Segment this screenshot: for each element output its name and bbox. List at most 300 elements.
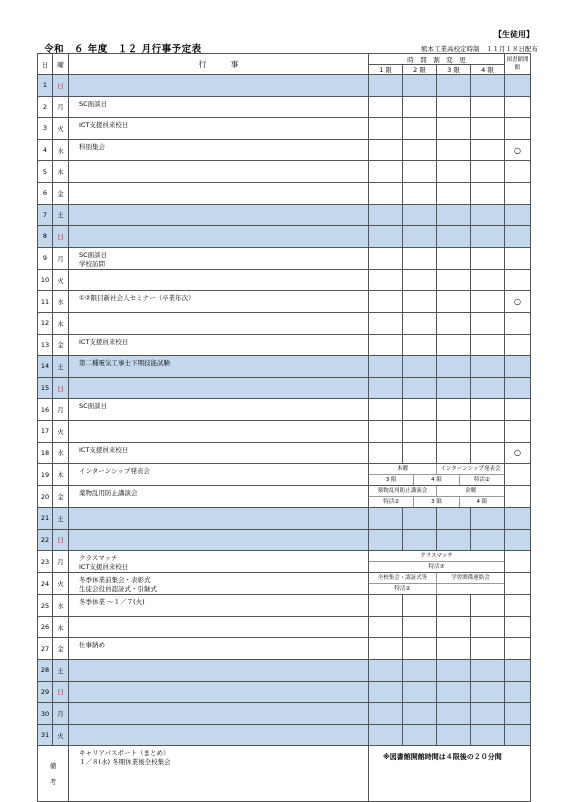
day-number: 16	[38, 399, 53, 421]
day-number: 29	[38, 681, 53, 703]
period-cell	[471, 529, 505, 551]
period-cell	[369, 595, 403, 617]
event-cell	[69, 118, 369, 140]
event-cell	[69, 529, 369, 551]
period-cell	[369, 139, 403, 161]
timetable-change-top-0: 全校集会・認証式等	[369, 573, 437, 583]
day-row	[38, 529, 531, 551]
period-cell	[471, 118, 505, 140]
day-row	[38, 486, 531, 508]
period-cell	[369, 616, 403, 638]
event-cell	[69, 442, 369, 464]
event-cell	[69, 247, 369, 269]
event-cell	[69, 334, 369, 356]
library-open-mark	[505, 96, 531, 118]
period-cell	[369, 442, 403, 464]
day-row	[38, 247, 531, 269]
day-number: 8	[38, 226, 53, 248]
period-cell	[437, 508, 471, 530]
library-open-mark	[505, 551, 531, 573]
day-row	[38, 291, 531, 313]
event-cell	[69, 616, 369, 638]
period-cell	[437, 724, 471, 746]
day-row	[38, 551, 531, 573]
day-of-week: 木	[53, 161, 69, 183]
day-number: 12	[38, 312, 53, 334]
period-cell	[471, 161, 505, 183]
day-row	[38, 442, 531, 464]
day-number: 3	[38, 118, 53, 140]
library-open-mark	[505, 703, 531, 725]
event-line-2: 生徒会役員認証式・引継式	[79, 585, 157, 594]
day-number: 28	[38, 660, 53, 682]
period-cell	[403, 356, 437, 378]
day-of-week: 金	[53, 638, 69, 660]
event-cell	[69, 724, 369, 746]
event-cell	[69, 638, 369, 660]
library-open-mark	[505, 399, 531, 421]
period-cell	[403, 118, 437, 140]
page-title: 令和 ６ 年度 １２ 月行事予定表	[44, 44, 202, 55]
period-cell	[403, 334, 437, 356]
period-cell	[471, 75, 505, 97]
period-cell	[471, 139, 505, 161]
day-of-week: 火	[53, 724, 69, 746]
event-line-1: ICT支援員来校日	[79, 337, 129, 346]
day-row	[38, 356, 531, 378]
event-line-1: 第二種電気工事士下期技能試験	[79, 359, 170, 368]
event-cell	[69, 312, 369, 334]
period-cell	[403, 442, 437, 464]
period-cell	[403, 247, 437, 269]
event-line-1: 冬季休業前集会・表彰式	[79, 576, 151, 585]
day-row	[38, 334, 531, 356]
timetable-change-cell	[369, 486, 505, 508]
period-cell	[369, 334, 403, 356]
library-open-mark	[505, 508, 531, 530]
library-open-mark	[505, 660, 531, 682]
day-of-week: 日	[53, 226, 69, 248]
period-cell	[437, 660, 471, 682]
library-open-mark	[505, 75, 531, 97]
event-cell	[69, 377, 369, 399]
period-cell	[471, 96, 505, 118]
period-cell	[369, 420, 403, 442]
day-number: 7	[38, 204, 53, 226]
event-line-1: SC面談日	[79, 250, 108, 259]
day-number: 31	[38, 724, 53, 746]
period-cell	[369, 118, 403, 140]
period-cell	[471, 204, 505, 226]
day-of-week: 日	[53, 529, 69, 551]
header-day: 日	[38, 54, 53, 75]
library-open-mark	[505, 616, 531, 638]
timetable-change-top-1: 学習関係連絡会	[451, 575, 490, 582]
period-cell	[471, 638, 505, 660]
event-cell	[69, 96, 369, 118]
day-number: 9	[38, 247, 53, 269]
event-line-2: 学校訪問	[79, 259, 105, 268]
day-row	[38, 724, 531, 746]
period-cell	[403, 291, 437, 313]
day-number: 17	[38, 420, 53, 442]
event-line-1: 薬物乱用防止講演会	[79, 489, 138, 498]
day-of-week: 水	[53, 139, 69, 161]
period-cell	[471, 377, 505, 399]
day-of-week: 月	[53, 703, 69, 725]
day-of-week: 金	[53, 486, 69, 508]
period-cell	[369, 182, 403, 204]
event-line-1: クラスマッチ	[79, 554, 118, 563]
period-cell	[471, 399, 505, 421]
remarks-label: 備 考	[38, 746, 69, 802]
event-cell	[69, 681, 369, 703]
period-cell	[437, 420, 471, 442]
period-cell	[369, 724, 403, 746]
period-cell	[437, 96, 471, 118]
day-number: 6	[38, 182, 53, 204]
day-number: 19	[38, 464, 53, 486]
period-cell	[437, 118, 471, 140]
day-of-week: 木	[53, 616, 69, 638]
day-number: 21	[38, 508, 53, 530]
timetable-change-cell	[369, 573, 505, 595]
library-open-mark	[505, 182, 531, 204]
event-cell	[69, 486, 369, 508]
day-number: 30	[38, 703, 53, 725]
day-of-week: 木	[53, 312, 69, 334]
event-cell	[69, 420, 369, 442]
day-row	[38, 269, 531, 291]
day-row	[38, 139, 531, 161]
timetable-change-cell	[369, 551, 505, 573]
day-number: 25	[38, 595, 53, 617]
event-line-1: 科別集会	[79, 142, 105, 151]
period-cell	[369, 75, 403, 97]
day-of-week: 水	[53, 442, 69, 464]
day-row	[38, 573, 531, 595]
day-of-week: 木	[53, 464, 69, 486]
day-of-week: 金	[53, 334, 69, 356]
period-cell	[437, 312, 471, 334]
event-cell	[69, 226, 369, 248]
period-cell	[471, 616, 505, 638]
library-open-mark: ○	[505, 139, 531, 161]
library-open-mark	[505, 638, 531, 660]
schedule-table	[37, 53, 531, 802]
period-cell	[471, 356, 505, 378]
library-open-mark	[505, 681, 531, 703]
period-cell	[403, 660, 437, 682]
remarks-content	[69, 746, 369, 802]
period-cell	[403, 399, 437, 421]
day-row	[38, 182, 531, 204]
period-cell	[437, 269, 471, 291]
library-open-mark	[505, 161, 531, 183]
period-cell	[437, 161, 471, 183]
library-open-mark	[505, 529, 531, 551]
timetable-change-bot-2: 特活②	[473, 477, 490, 484]
day-number: 4	[38, 139, 53, 161]
library-open-mark	[505, 247, 531, 269]
period-cell	[403, 139, 437, 161]
event-line-1: 冬季休業 ～１／７(火)	[79, 598, 145, 607]
period-cell	[403, 204, 437, 226]
period-cell	[369, 291, 403, 313]
event-cell	[69, 573, 369, 595]
period-cell	[369, 703, 403, 725]
library-open-mark: ○	[505, 291, 531, 313]
period-cell	[369, 681, 403, 703]
period-cell	[471, 595, 505, 617]
day-row	[38, 377, 531, 399]
period-cell	[369, 161, 403, 183]
period-cell	[437, 139, 471, 161]
event-line-2: ICT支援員来校日	[79, 563, 129, 572]
period-cell	[403, 377, 437, 399]
day-number: 22	[38, 529, 53, 551]
event-line-1: ICT支援員来校日	[79, 121, 129, 130]
day-row	[38, 660, 531, 682]
period-cell	[437, 182, 471, 204]
day-row	[38, 96, 531, 118]
period-cell	[471, 312, 505, 334]
period-cell	[403, 724, 437, 746]
period-cell	[471, 442, 505, 464]
event-cell	[69, 464, 369, 486]
period-cell	[437, 703, 471, 725]
event-cell	[69, 356, 369, 378]
period-cell	[471, 269, 505, 291]
timetable-change-bot-0: 3 限	[369, 475, 414, 485]
period-cell	[437, 291, 471, 313]
event-cell	[69, 551, 369, 573]
day-of-week: 土	[53, 204, 69, 226]
library-open-mark	[505, 226, 531, 248]
day-number: 18	[38, 442, 53, 464]
event-cell	[69, 291, 369, 313]
header-period-2: 2 限	[403, 65, 437, 75]
period-cell	[437, 681, 471, 703]
period-cell	[369, 247, 403, 269]
period-cell	[437, 356, 471, 378]
event-cell	[69, 204, 369, 226]
day-row	[38, 508, 531, 530]
day-number: 10	[38, 269, 53, 291]
distribution-note: 熊本工業高校定時制 １１月１８日配布	[421, 45, 538, 53]
period-cell	[471, 681, 505, 703]
period-cell	[403, 182, 437, 204]
library-open-mark	[505, 356, 531, 378]
period-cell	[369, 377, 403, 399]
day-row	[38, 226, 531, 248]
period-cell	[437, 377, 471, 399]
day-of-week: 火	[53, 269, 69, 291]
header-dow: 曜	[53, 54, 69, 75]
day-number: 20	[38, 486, 53, 508]
day-number: 1	[38, 75, 53, 97]
day-of-week: 火	[53, 118, 69, 140]
day-of-week: 月	[53, 247, 69, 269]
period-cell	[369, 508, 403, 530]
day-number: 13	[38, 334, 53, 356]
period-cell	[403, 529, 437, 551]
event-cell	[69, 139, 369, 161]
period-cell	[369, 399, 403, 421]
timetable-change-cell	[369, 464, 505, 486]
period-cell	[403, 75, 437, 97]
day-of-week: 土	[53, 356, 69, 378]
day-number: 24	[38, 573, 53, 595]
period-cell	[437, 204, 471, 226]
day-of-week: 水	[53, 595, 69, 617]
event-cell	[69, 508, 369, 530]
library-open-mark	[505, 118, 531, 140]
library-open-mark	[505, 464, 531, 486]
timetable-change-top-1: インターンシップ発表会	[440, 466, 501, 473]
library-open-mark	[505, 312, 531, 334]
library-open-mark: ○	[505, 442, 531, 464]
period-cell	[369, 356, 403, 378]
library-open-mark	[505, 204, 531, 226]
event-cell	[69, 182, 369, 204]
day-row	[38, 595, 531, 617]
period-cell	[369, 204, 403, 226]
day-row	[38, 312, 531, 334]
day-of-week: 日	[53, 681, 69, 703]
day-of-week: 日	[53, 75, 69, 97]
day-of-week: 水	[53, 291, 69, 313]
period-cell	[403, 161, 437, 183]
day-row	[38, 118, 531, 140]
period-cell	[403, 595, 437, 617]
period-cell	[403, 226, 437, 248]
period-cell	[437, 399, 471, 421]
library-open-mark	[505, 334, 531, 356]
period-cell	[471, 291, 505, 313]
timetable-change-top-0: 木曜	[369, 464, 437, 474]
header-timetable-change: 時 間 割 変 更	[369, 54, 505, 65]
timetable-change-top-0: 薬物乱用防止講演会	[369, 486, 437, 496]
timetable-change-bot-0: 特活②	[369, 497, 414, 507]
day-of-week: 月	[53, 96, 69, 118]
day-row	[38, 420, 531, 442]
period-cell	[437, 226, 471, 248]
period-cell	[403, 703, 437, 725]
day-of-week: 火	[53, 420, 69, 442]
timetable-change-top-0: クラスマッチ	[420, 553, 453, 560]
period-cell	[437, 595, 471, 617]
library-open-mark	[505, 486, 531, 508]
day-number: 27	[38, 638, 53, 660]
period-cell	[369, 269, 403, 291]
period-cell	[471, 334, 505, 356]
period-cell	[471, 247, 505, 269]
header-library: 図書館開館	[505, 54, 531, 75]
day-row	[38, 616, 531, 638]
period-cell	[437, 638, 471, 660]
day-number: 14	[38, 356, 53, 378]
period-cell	[403, 508, 437, 530]
day-row	[38, 75, 531, 97]
timetable-change-bot-1	[437, 584, 504, 594]
library-open-mark	[505, 269, 531, 291]
period-cell	[471, 508, 505, 530]
day-number: 11	[38, 291, 53, 313]
library-open-mark	[505, 573, 531, 595]
header-period-3: 3 限	[437, 65, 471, 75]
period-cell	[369, 96, 403, 118]
student-copy-tag: 【生徒用】	[494, 30, 534, 39]
library-open-mark	[505, 724, 531, 746]
day-row	[38, 638, 531, 660]
day-of-week: 土	[53, 660, 69, 682]
day-number: 15	[38, 377, 53, 399]
header-period-4: 4 限	[471, 65, 505, 75]
event-cell	[69, 399, 369, 421]
day-row	[38, 464, 531, 486]
period-cell	[403, 616, 437, 638]
period-cell	[369, 660, 403, 682]
timetable-change-bot-1: 3 限	[414, 497, 459, 507]
day-number: 5	[38, 161, 53, 183]
period-cell	[437, 529, 471, 551]
event-line-1: インターンシップ発表会	[79, 467, 150, 476]
day-of-week: 土	[53, 508, 69, 530]
period-cell	[403, 96, 437, 118]
period-cell	[403, 638, 437, 660]
day-row	[38, 703, 531, 725]
event-cell	[69, 269, 369, 291]
timetable-change-bot-0: 特活②	[369, 584, 437, 594]
day-row	[38, 681, 531, 703]
event-cell	[69, 660, 369, 682]
timetable-change-top-1: 金曜	[464, 488, 476, 495]
period-cell	[369, 312, 403, 334]
header-period-1: 1 限	[369, 65, 403, 75]
event-cell	[69, 161, 369, 183]
period-cell	[437, 442, 471, 464]
timetable-change-bot-0: 特活③	[428, 564, 445, 571]
period-cell	[403, 420, 437, 442]
day-row	[38, 161, 531, 183]
library-open-mark	[505, 420, 531, 442]
day-of-week: 月	[53, 551, 69, 573]
period-cell	[403, 681, 437, 703]
period-cell	[369, 638, 403, 660]
library-hours-note: ※図書館開館時間は４限後の２０分間	[369, 746, 531, 802]
day-of-week: 金	[53, 182, 69, 204]
day-row	[38, 399, 531, 421]
timetable-change-bot-2: 4 限	[476, 499, 488, 506]
event-line-1: 仕事納め	[79, 641, 105, 650]
period-cell	[437, 616, 471, 638]
remarks-line-1: キャリアパスポート（まとめ）	[79, 749, 170, 758]
day-of-week: 火	[53, 573, 69, 595]
period-cell	[471, 182, 505, 204]
period-cell	[369, 226, 403, 248]
period-cell	[369, 529, 403, 551]
period-cell	[471, 660, 505, 682]
day-number: 26	[38, 616, 53, 638]
event-line-1: SC面談日	[79, 402, 108, 411]
period-cell	[437, 334, 471, 356]
day-of-week: 月	[53, 399, 69, 421]
event-line-1: ICT支援員来校日	[79, 445, 129, 454]
period-cell	[471, 420, 505, 442]
period-cell	[471, 703, 505, 725]
event-cell	[69, 595, 369, 617]
